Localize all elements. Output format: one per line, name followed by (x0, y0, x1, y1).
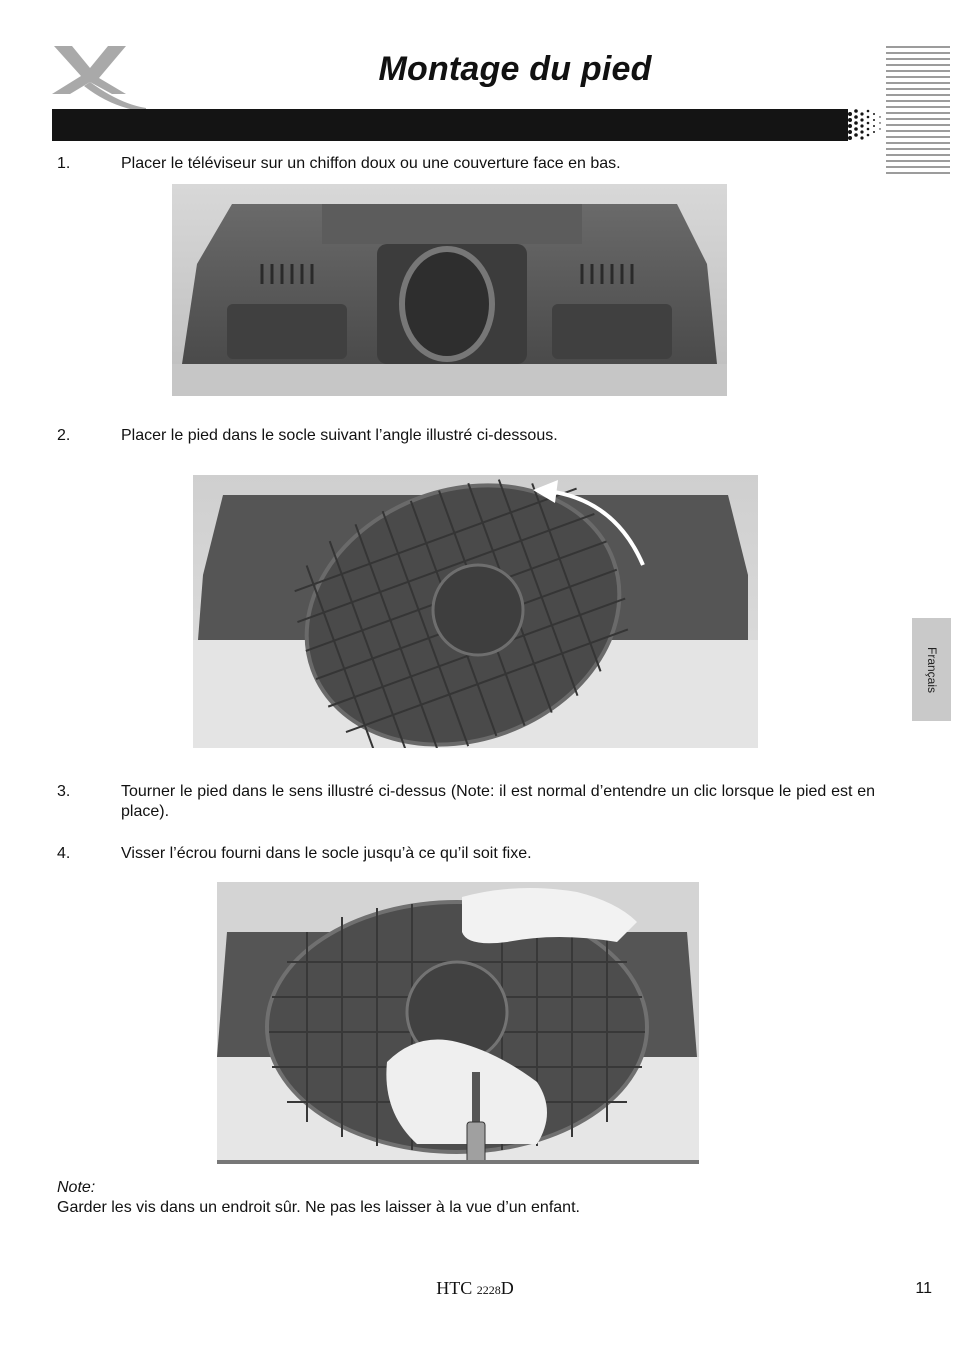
step-2-number: 2. (57, 427, 71, 444)
page-title: Montage du pied (378, 50, 652, 88)
step-2-text: Placer le pied dans le socle suivant l’angle illustré ci-dessous. (121, 427, 558, 444)
x-brand-logo-icon (50, 42, 150, 112)
dot-pattern-decoration (840, 108, 886, 142)
step-1-number: 1. (57, 155, 71, 172)
stripe-pattern-decoration (886, 46, 950, 174)
note-text: Garder les vis dans un endroit sûr. Ne pas les laisser à la vue d’un enfant. (57, 1199, 580, 1216)
step-4-number: 4. (57, 845, 71, 862)
title-bar (52, 109, 848, 141)
photo-screw-fixing (217, 882, 699, 1164)
step-3-text: Tourner le pied dans le sens illustré ci-dessus (Note: il est normal d’entendre un clic lorsque le pied est en place). (121, 783, 875, 820)
photo-stand-angle (193, 475, 758, 748)
photo-tv-face-down (172, 184, 727, 396)
note-label: Note: (57, 1179, 96, 1196)
footer-model (400, 1278, 550, 1299)
language-tab-label: Français (924, 646, 939, 693)
step-3-number: 3. (57, 783, 71, 800)
footer-model-suffix: D (500, 1278, 514, 1298)
footer-model-prefix: HTC (436, 1278, 477, 1298)
language-tab (912, 618, 951, 721)
step-1-text: Placer le téléviseur sur un chiffon doux ou une couverture face en bas. (121, 155, 621, 172)
step-4-text: Visser l’écrou fourni dans le socle jusqu’à ce qu’il soit fixe. (121, 845, 532, 862)
page-number: 11 (915, 1280, 932, 1297)
brand-logo (50, 42, 150, 112)
footer-model-number: 2228 (476, 1283, 501, 1297)
